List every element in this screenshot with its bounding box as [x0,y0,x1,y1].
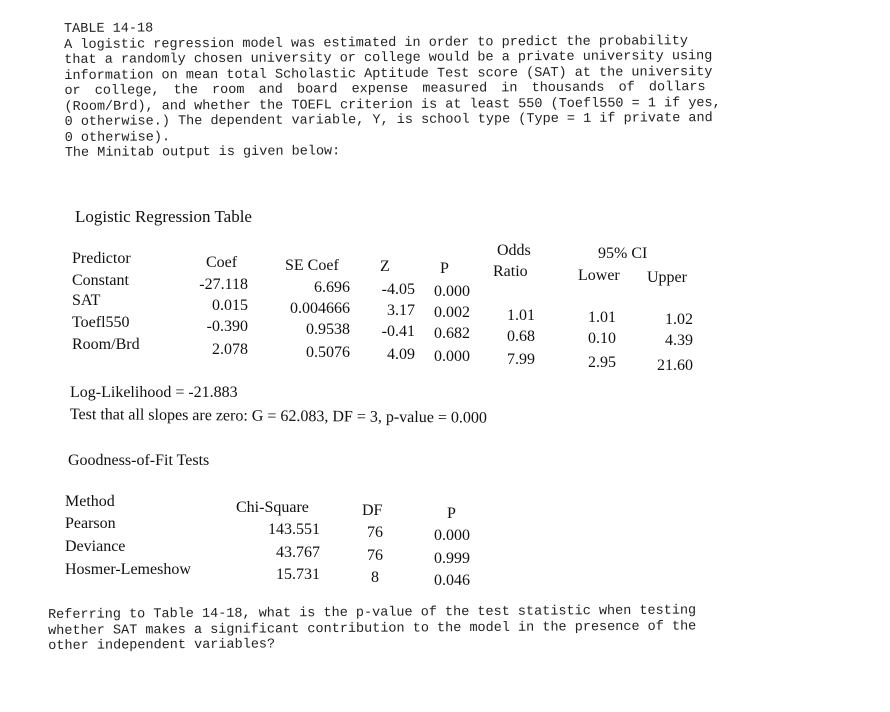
method-cell: Hosmer-Lemeshow [65,561,191,578]
intro-text [64,17,845,161]
coef-cell: 2.078 [212,341,248,358]
se-cell: 0.9538 [306,321,350,338]
intro-line: that a randomly chosen university or college would be a private university using [64,49,713,68]
p-cell: 0.682 [434,325,470,342]
coef-cell: 0.015 [212,297,248,314]
df-cell: 76 [367,547,383,564]
p-cell: 0.046 [434,572,470,589]
coef-cell: -0.390 [206,318,248,335]
z-cell: -0.41 [381,323,415,340]
predictor-cell: Constant [72,272,129,289]
chi-cell: 43.767 [276,544,320,561]
p-cell: 0.000 [434,283,470,300]
slopes-test: Test that all slopes are zero: G = 62.083, DF = 3, p-value = 0.000 [69,406,487,427]
question-line: Referring to Table 14-18, what is the p-value of the test statistic when testing [48,603,697,623]
log-likelihood: Log-Likelihood = -21.883 [70,384,238,401]
header-chi-square: Chi-Square [236,499,309,516]
header-upper: Upper [647,269,687,286]
intro-line: A logistic regression model was estimated in order to predict the probability [64,33,688,53]
z-cell: 4.09 [387,346,415,363]
header-predictor: Predictor [72,250,131,267]
header-se-coef: SE Coef [285,257,339,274]
question-line: whether SAT makes a significant contribution to the model in the presence of the [48,618,697,639]
header-lower: Lower [578,267,620,284]
header-coef: Coef [206,254,238,271]
method-cell: Deviance [65,538,126,555]
upper-cell: 4.39 [665,332,693,349]
lower-cell: 0.10 [588,330,616,347]
intro-line: (Room/Brd), and whether the TOEFL criterion is at least 550 (Toefl550 = 1 if yes, [64,95,721,115]
se-cell: 6.696 [314,279,350,296]
regression-title: Logistic Regression Table [75,207,252,226]
intro-line: information on mean total Scholastic Aptitude Test score (SAT) at the university [64,64,713,84]
odds-cell: 7.99 [507,351,535,368]
predictor-cell: Toefl550 [72,314,130,331]
header-z: Z [380,258,390,275]
p-cell: 0.000 [434,348,470,365]
upper-cell: 21.60 [657,357,693,374]
df-cell: 8 [371,569,379,586]
p-cell: 0.999 [434,550,470,567]
se-cell: 0.5076 [306,344,350,361]
chi-cell: 143.551 [268,521,320,538]
z-cell: -4.05 [381,281,415,298]
header-p: P [440,260,449,277]
p-cell: 0.002 [434,304,470,321]
header-df: DF [362,502,383,519]
lower-cell: 1.01 [588,309,616,326]
goodness-title: Goodness-of-Fit Tests [68,452,210,469]
df-cell: 76 [367,524,383,541]
header-odds: Odds [497,242,531,259]
predictor-cell: SAT [72,292,101,309]
p-cell: 0.000 [434,527,470,544]
header-ratio: Ratio [493,263,528,280]
coef-cell: -27.118 [199,276,248,293]
header-method: Method [65,493,115,510]
table-label: TABLE 14-18 [64,21,154,37]
method-cell: Pearson [65,515,116,532]
header-p: P [447,505,456,522]
predictor-cell: Room/Brd [72,336,140,353]
intro-line: 0 otherwise.) The dependent variable, Y, is school type (Type = 1 if private and [64,111,713,130]
intro-line: The Minitab output is given below: [64,144,341,161]
chi-cell: 15.731 [276,566,320,583]
question-text [48,602,838,654]
intro-line: or college, the room and board expense measured in thousands of dollars [64,80,706,99]
lower-cell: 2.95 [588,354,616,371]
z-cell: 3.17 [387,302,415,319]
upper-cell: 1.02 [665,311,693,328]
odds-cell: 1.01 [507,307,535,324]
intro-line: 0 otherwise). [64,129,171,146]
odds-cell: 0.68 [507,328,535,345]
se-cell: 0.004666 [290,300,350,317]
header-ci: 95% CI [598,245,648,262]
question-line: other independent variables? [48,637,276,654]
